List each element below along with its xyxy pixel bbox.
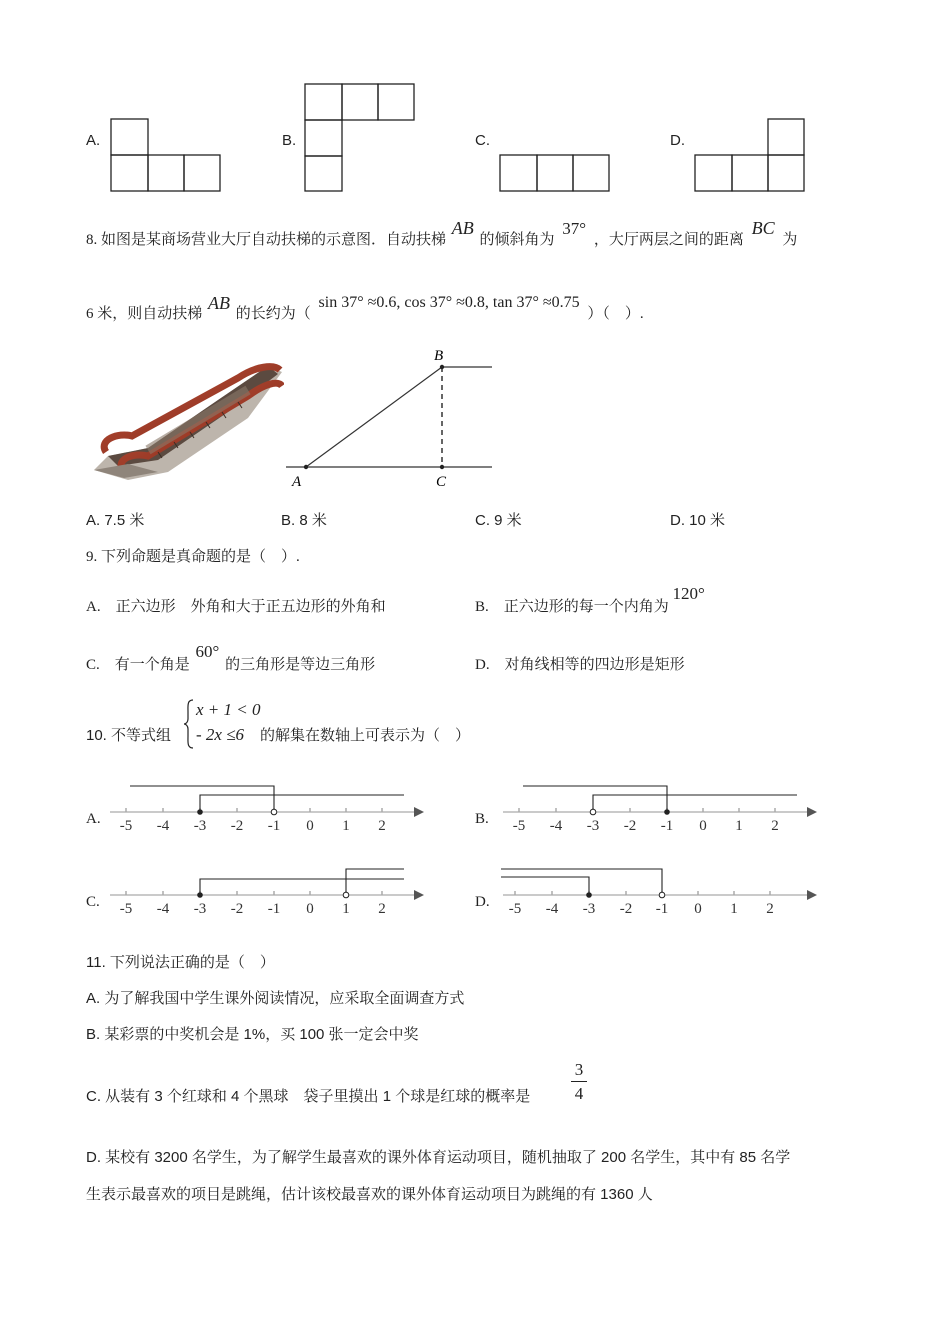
q8-stem-line1	[86, 218, 798, 249]
q7-option-a-figure	[108, 116, 224, 194]
tick-label: -5	[119, 901, 133, 917]
q8-line1-mid2: ，大厅两层之间的距离	[593, 232, 744, 248]
tick-label: -3	[582, 901, 596, 917]
q11-option-d-line2: 生表示最喜欢的项目是跳绳，估计该校最喜欢的课外体育运动项目为跳绳的有 1360 人	[86, 1186, 653, 1203]
q8-line1-mid: 的倾斜角为	[479, 232, 555, 248]
q10-option-a-label: A.	[86, 811, 101, 827]
q7-option-b-figure	[302, 81, 418, 194]
tick-label: -2	[230, 901, 244, 917]
q7-option-c-figure	[497, 152, 613, 194]
q8-stem-line2	[86, 293, 644, 323]
q8-option-d: D. 10 米	[670, 512, 726, 529]
q10-suffix: 的解集在数轴上可表示为（ ）	[260, 728, 471, 744]
q8-line1-end: 为	[782, 232, 798, 248]
q10-ineq-2: - 2x ≤6	[196, 725, 245, 744]
q8-line2-end: ）（ ）.	[587, 306, 644, 322]
q10-numberline-c	[104, 865, 434, 923]
tick-label: -1	[660, 818, 674, 834]
q9-option-d: D. 对角线相等的四边形是矩形	[475, 657, 685, 673]
q10-option-c-label: C.	[86, 894, 100, 910]
q10-option-d-label: D.	[475, 894, 490, 910]
q11-fraction-denominator: 4	[574, 1084, 584, 1103]
label-a: A	[292, 474, 302, 490]
escalator-photo	[88, 360, 284, 490]
q8-option-a: A. 7.5 米	[86, 512, 145, 529]
q10-option-b-label: B.	[475, 811, 489, 827]
tick-label: 0	[694, 901, 702, 917]
q9-option-c	[86, 642, 376, 674]
tick-label: 2	[378, 901, 386, 917]
tick-label: 1	[735, 818, 743, 834]
tick-label: 1	[342, 901, 350, 917]
q11-fraction-bar	[571, 1081, 587, 1082]
tick-label: -5	[508, 901, 522, 917]
tick-label: -3	[193, 901, 207, 917]
q10-ineq-1: x + 1 < 0	[196, 700, 261, 719]
q8-line2-prefix: 6 米，则自动扶梯	[86, 306, 203, 322]
q11-option-a: A. 为了解我国中学生课外阅读情况，应采取全面调查方式	[86, 990, 465, 1007]
label-b: B	[434, 348, 444, 364]
q10-numberline-d	[497, 865, 827, 923]
q7-option-a-label: A.	[86, 132, 101, 149]
q11-option-d-line1: D. 某校有 3200 名学生，为了解学生最喜欢的课外体育运动项目，随机抽取了 200 名学生，其中有 85 名学	[86, 1149, 791, 1166]
q7-option-c-label: C.	[475, 132, 490, 149]
q8-math-trig: sin 37° ≈0.6, cos 37° ≈0.8, tan 37° ≈0.75	[318, 294, 580, 311]
tick-label: -2	[230, 818, 244, 834]
segment-ab	[306, 367, 442, 467]
q9-option-b-text: B. 正六边形的每一个内角为	[475, 599, 669, 615]
tick-label: 0	[699, 818, 707, 834]
tick-label: -1	[267, 818, 281, 834]
tick-label: -5	[119, 818, 133, 834]
q10-numberline-a	[104, 782, 434, 840]
q10-numberline-b	[497, 782, 827, 840]
tick-label: -1	[267, 901, 281, 917]
tick-label: 2	[378, 818, 386, 834]
q7-option-d-figure	[692, 116, 808, 194]
q9-stem: 9. 下列命题是真命题的是（ ）.	[86, 549, 300, 565]
q8-math-angle: 37°	[562, 219, 587, 238]
q8-option-c: C. 9 米	[475, 512, 522, 529]
q8-math-ab-2: AB	[208, 293, 231, 313]
q11-stem: 11. 下列说法正确的是（ ）	[86, 954, 275, 971]
q9-option-b	[475, 584, 705, 616]
q11-option-c: C. 从装有 3 个红球和 4 个黑球 袋子里摸出 1 个球是红球的概率是	[86, 1088, 531, 1105]
tick-label: 1	[730, 901, 738, 917]
label-c: C	[436, 474, 447, 490]
tick-label: -2	[623, 818, 637, 834]
tick-label: -4	[549, 818, 563, 834]
q8-line2-mid: 的长约为（	[235, 306, 311, 322]
q8-math-bc: BC	[751, 218, 775, 238]
tick-label: 1	[342, 818, 350, 834]
tick-label: -5	[512, 818, 526, 834]
tick-label: -4	[156, 818, 170, 834]
q9-option-c-suffix: 的三角形是等边三角形	[225, 657, 376, 673]
q8-math-ab: AB	[451, 218, 474, 238]
q11-fraction-numerator: 3	[574, 1060, 584, 1079]
triangle-diagram	[284, 346, 496, 494]
q10-brace	[182, 698, 196, 750]
q11-option-b: B. 某彩票的中奖机会是 1%，买 100 张一定会中奖	[86, 1026, 419, 1043]
tick-label: -2	[619, 901, 633, 917]
tick-label: 2	[771, 818, 779, 834]
q7-option-b-label: B.	[282, 132, 297, 149]
q7-option-d-label: D.	[670, 132, 685, 149]
q11-fraction	[571, 1060, 587, 1103]
tick-label: 0	[306, 901, 314, 917]
tick-label: -4	[545, 901, 559, 917]
q9-option-a: A. 正六边形 外角和大于正五边形的外角和	[86, 599, 386, 615]
q9-option-c-prefix: C. 有一个角是	[86, 657, 190, 673]
tick-label: -1	[655, 901, 669, 917]
tick-label: 2	[766, 901, 774, 917]
tick-label: -3	[586, 818, 600, 834]
q9-option-b-math: 120°	[672, 584, 705, 603]
tick-label: 0	[306, 818, 314, 834]
tick-label: -3	[193, 818, 207, 834]
q8-option-b: B. 8 米	[281, 512, 327, 529]
q9-option-c-math: 60°	[195, 642, 220, 661]
q10-prefix: 10. 不等式组	[86, 727, 172, 744]
tick-label: -4	[156, 901, 170, 917]
q8-line1-prefix: 8. 如图是某商场营业大厅自动扶梯的示意图．自动扶梯	[86, 232, 447, 248]
